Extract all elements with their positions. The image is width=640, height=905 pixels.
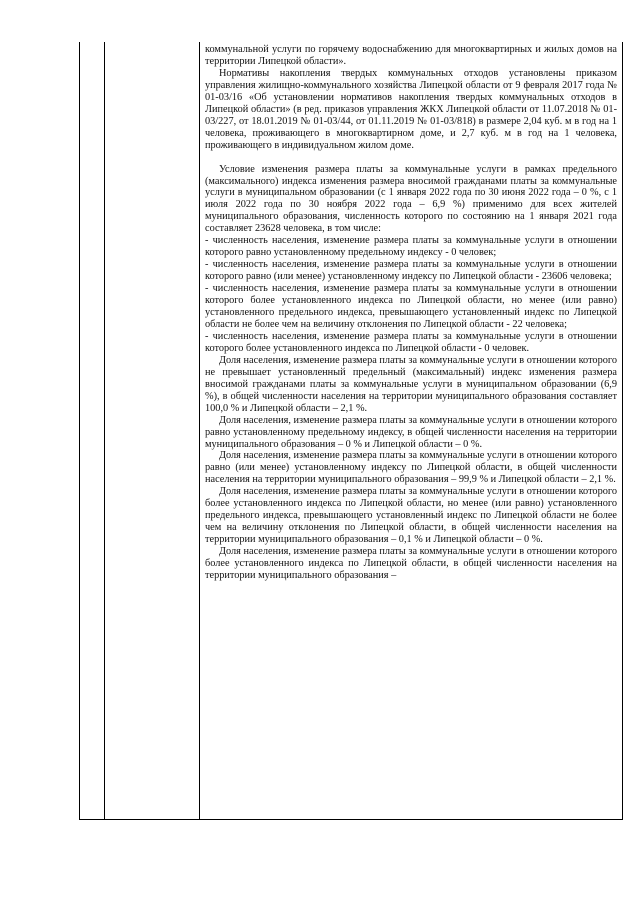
list-item-population-within-index: - численность населения, изменение размера платы за коммунальные услуги в отношении которого равно (или менее) установленному индексу по Липецкой области - 23606 человека;	[205, 259, 617, 283]
table-cell-text	[205, 44, 617, 582]
paragraph-share-within-deviation: Доля населения, изменение размера платы за коммунальные услуги в отношении которого более установленного индекса по Липецкой области, но менее (или равно) установленного предельного индекса, превышающего установленный индекс по Липецкой области не более чем на величину отклонения по Липецкой области, в общей численности населения на территории муниципального образования – 0,1 % и Липецкой области – 0 %.	[205, 486, 617, 546]
list-item-population-equal-limit: - численность населения, изменение размера платы за коммунальные услуги в отношении которого равно установленному предельному индексу - 0 человек;	[205, 235, 617, 259]
paragraph-hot-water-continuation: коммунальной услуги по горячему водоснабжению для многоквартирных и жилых домов на территории Липецкой области».	[205, 44, 617, 67]
paragraph-share-not-exceeding-limit: Доля населения, изменение размера платы за коммунальные услуги в отношении которого не превышает установленный предельный (максимальный) индекс изменения размера вносимой гражданами платы за коммунальные услуги в муниципальном образовании (6,9 %), в общей численности населения на территории муниципального образования составляет 100,0 % и Липецкой области – 2,1 %.	[205, 354, 617, 414]
table-column-divider-2	[199, 42, 200, 820]
paragraph-share-equal-limit: Доля населения, изменение размера платы за коммунальные услуги в отношении которого равно установленному предельному индексу, в общей численности населения на территории муниципального образования – 0 % и Липецкой области – 0 %.	[205, 414, 617, 450]
list-item-population-within-deviation: - численность населения, изменение размера платы за коммунальные услуги в отношении которого более установленного индекса по Липецкой области, но менее (или равно) установленного предельного индекса, превышающего установленный индекс по Липецкой области не более чем на величину отклонения по Липецкой области - 22 человека;	[205, 283, 617, 330]
paragraph-fee-change-condition: Условие изменения размера платы за коммунальные услуги в рамках предельного (максимального) индекса изменения размера вносимой гражданами платы за коммунальные услуги в муниципальном образовании (с 1 января 2022 года по 30 июня 2022 года – 0 %, с 1 июля 2022 года по 30 ноября 2022 года – 6,9 %) применимо для всех жителей муниципального образования, численность которого по состоянию на 1 января 2021 года составляет 23628 человека, в том числе:	[205, 163, 617, 235]
paragraph-waste-norms: Нормативы накопления твердых коммунальных отходов установлены приказом управления жилищно-коммунального хозяйства Липецкой области от 9 февраля 2017 года № 01-03/16 «Об установлении нормативов накопления твердых коммунальных отходов в Липецкой области» (в ред. приказов управления ЖКХ Липецкой области от 11.07.2018 № 01-03/227, от 18.01.2019 № 01-03/44, от 01.11.2019 № 01-03/818) в размере 2,04 куб. м в год на 1 человека, проживающего в многоквартирном доме, и 2,7 куб. м в год на 1 человека, проживающего в индивидуальном жилом доме.	[205, 67, 617, 151]
paragraph-share-within-index: Доля населения, изменение размера платы за коммунальные услуги в отношении которого равно (или менее) установленному индексу по Липецкой области, в общей численности населения на территории муниципального образования – 99,9 % и Липецкой области – 2,1 %.	[205, 450, 617, 486]
table-border-left	[79, 42, 80, 820]
table-border-right	[622, 42, 623, 820]
paragraph-share-above-index: Доля населения, изменение размера платы за коммунальные услуги в отношении которого более установленного индекса по Липецкой области, в общей численности населения на территории муниципального образования –	[205, 546, 617, 581]
table-column-divider-1	[104, 42, 105, 820]
table-border-bottom	[79, 819, 623, 820]
list-item-population-above-index: - численность населения, изменение размера платы за коммунальные услуги в отношении которого более установленного индекса по Липецкой области - 0 человек.	[205, 330, 617, 354]
